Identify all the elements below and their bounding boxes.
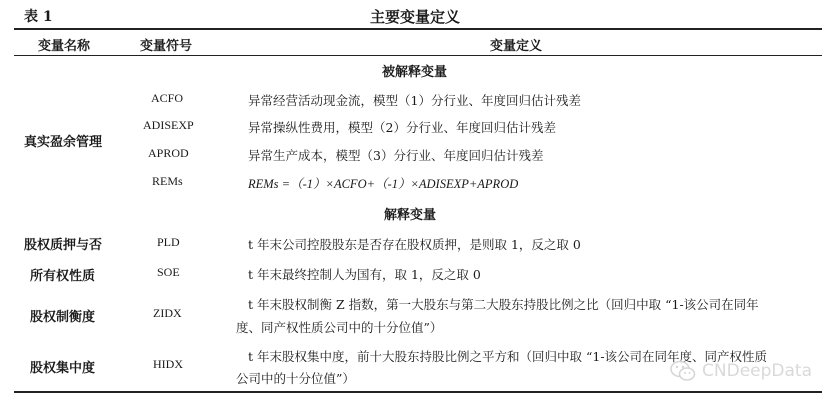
group-name-real-earnings-management: 真实盈余管理 bbox=[24, 135, 103, 150]
definition-aprod: 异常生产成本，模型（3）分行业、年度回归估计残差 bbox=[248, 148, 544, 163]
variable-name-pld: 股权质押与否 bbox=[24, 238, 103, 253]
definition-acfo: 异常经营活动现金流，模型（1）分行业、年度回归估计残差 bbox=[248, 93, 581, 108]
definition-hidx-line1: t 年末股权集中度，前十大股东持股比例之平方和（回归中取 “1-该公司在同年度、同产权性质 bbox=[248, 349, 768, 364]
watermark-text: CNDeepData bbox=[702, 361, 812, 381]
definition-hidx-line2: 公司中的十分位值”） bbox=[236, 371, 355, 386]
top-rule bbox=[14, 28, 822, 30]
header-rule bbox=[14, 55, 822, 56]
variable-name-hidx: 股权集中度 bbox=[30, 361, 96, 376]
symbol-zidx: ZIDX bbox=[153, 306, 182, 320]
symbol-hidx: HIDX bbox=[153, 357, 183, 371]
section-heading-independent: 解释变量 bbox=[384, 208, 437, 223]
symbol-adisexp: ADISEXP bbox=[143, 118, 194, 132]
definition-zidx-line1: t 年末股权制衡 Z 指数，第一大股东与第二大股东持股比例之比（回归中取 “1-该公司在同年 bbox=[248, 297, 759, 312]
symbol-soe: SOE bbox=[157, 265, 180, 279]
definition-pld: t 年末公司控股股东是否存在股权质押，是则取 1，反之取 0 bbox=[248, 237, 581, 252]
symbol-rems: REMs bbox=[152, 174, 183, 188]
variable-name-zidx: 股权制衡度 bbox=[30, 310, 96, 325]
definition-soe: t 年末最终控制人为国有，取 1，反之取 0 bbox=[248, 267, 481, 282]
header-variable-symbol: 变量符号 bbox=[140, 39, 193, 54]
table-title: 主要变量定义 bbox=[370, 8, 461, 26]
bottom-rule bbox=[14, 391, 822, 393]
definition-zidx-line2: 度、同产权性质公司中的十分位值”） bbox=[236, 320, 443, 335]
watermark bbox=[670, 360, 812, 382]
table-number: 表 1 bbox=[24, 9, 53, 25]
symbol-acfo: ACFO bbox=[151, 91, 184, 105]
definition-rems: REMs =（-1）×ACFO+（-1）×ADISEXP+APROD bbox=[248, 177, 519, 191]
symbol-pld: PLD bbox=[157, 235, 180, 249]
header-variable-definition: 变量定义 bbox=[490, 39, 543, 54]
section-heading-dependent: 被解释变量 bbox=[382, 65, 448, 80]
wechat-icon bbox=[670, 360, 696, 382]
definition-adisexp: 异常操纵性费用，模型（2）分行业、年度回归估计残差 bbox=[248, 120, 556, 135]
symbol-aprod: APROD bbox=[148, 146, 189, 160]
header-variable-name: 变量名称 bbox=[38, 39, 91, 54]
variable-name-soe: 所有权性质 bbox=[30, 269, 96, 284]
